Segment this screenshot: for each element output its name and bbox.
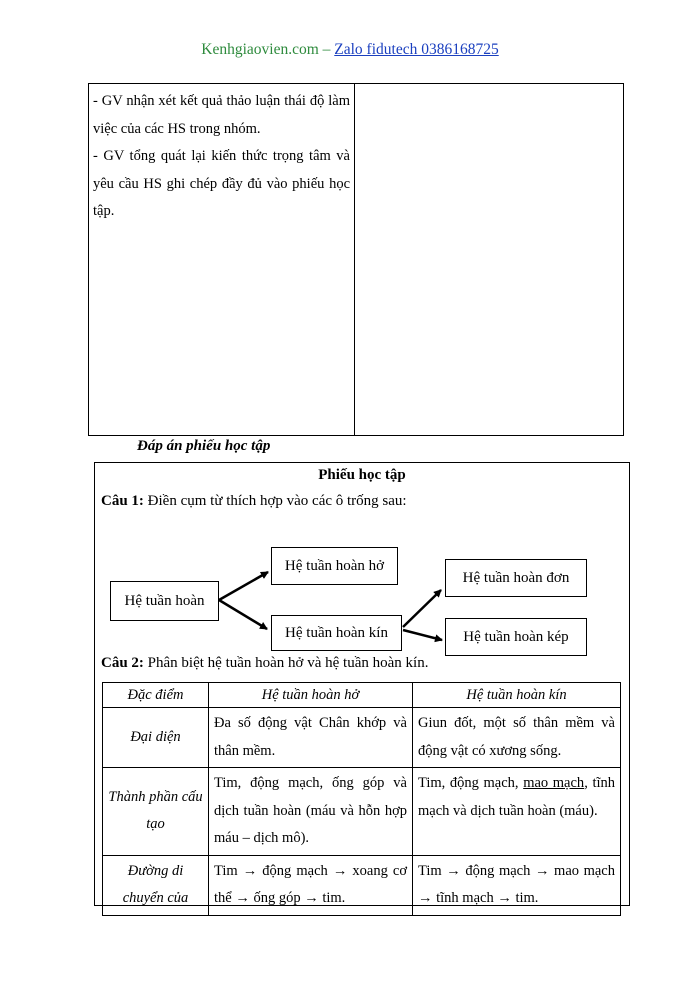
page-header — [0, 41, 700, 59]
diagram-closed-box: Hệ tuần hoàn kín — [271, 615, 402, 651]
row-closed-cell: Tim → động mạch → mao mạch → tĩnh mạch → tim. — [413, 855, 621, 915]
table-header-row — [103, 683, 621, 708]
answer-caption: Đáp án phiếu học tập — [137, 438, 271, 454]
row-open-cell: Tim → động mạch → xoang cơ thể → ống góp → tim. — [209, 855, 413, 915]
arrow-to-open — [219, 572, 268, 600]
column-divider — [354, 84, 355, 435]
diagram-root-box: Hệ tuần hoàn — [110, 581, 219, 621]
row-closed-cell — [413, 768, 621, 856]
underlined-term: mao mạch — [523, 775, 585, 791]
row-feature: Thành phần cấu tạo — [103, 768, 209, 856]
row-feature: Đại diện — [103, 708, 209, 768]
comparison-table — [102, 682, 621, 916]
question-1-text: Điền cụm từ thích hợp vào các ô trống sau: — [143, 493, 407, 509]
contact-link[interactable]: Zalo fidutech 0386168725 — [334, 41, 499, 58]
diagram-single-box: Hệ tuần hoàn đơn — [445, 559, 587, 597]
arrow-to-closed — [219, 600, 267, 629]
activity-paragraph: - GV nhận xét kết quả thảo luận thái độ làm việc của các HS trong nhóm. — [93, 93, 350, 137]
question-2-text: Phân biệt hệ tuần hoàn hở và hệ tuần hoàn kín. — [143, 655, 429, 671]
header-open: Hệ tuần hoàn hở — [209, 683, 413, 708]
header-feature: Đặc điểm — [103, 683, 209, 708]
activity-table — [88, 83, 624, 436]
worksheet-title: Phiếu học tập — [318, 467, 406, 483]
teacher-activity-cell — [93, 88, 350, 226]
row-open-cell: Tim, động mạch, ống góp và dịch tuần hoàn (máu và hỗn hợp máu – dịch mô). — [209, 768, 413, 856]
row-feature: Đường di chuyển của — [103, 855, 209, 915]
diagram-open-box: Hệ tuần hoàn hở — [271, 547, 398, 585]
header-separator: – — [318, 41, 335, 58]
table-row — [103, 708, 621, 768]
row-closed-cell: Giun đốt, một số thân mềm và động vật có xương sống. — [413, 708, 621, 768]
closed-text-post: , tĩnh mạch và dịch tuần hoàn (máu). — [418, 775, 615, 819]
table-row — [103, 768, 621, 856]
table-row — [103, 855, 621, 915]
question-2 — [101, 655, 428, 672]
diagram-double-box: Hệ tuần hoàn kép — [445, 618, 587, 656]
arrow-to-single — [403, 590, 441, 627]
row-open-cell: Đa số động vật Chân khớp và thân mềm. — [209, 708, 413, 768]
header-closed: Hệ tuần hoàn kín — [413, 683, 621, 708]
worksheet — [94, 462, 630, 906]
site-name[interactable]: Kenhgiaovien.com — [201, 41, 319, 58]
closed-text-pre: Tim, động mạch, — [418, 775, 524, 791]
arrow-to-double — [403, 630, 442, 640]
question-2-label: Câu 2: — [101, 655, 144, 671]
activity-paragraph: - GV tổng quát lại kiến thức trọng tâm và yêu cầu HS ghi chép đầy đủ vào phiếu học tập. — [93, 148, 350, 219]
question-1-label: Câu 1: — [101, 493, 144, 509]
